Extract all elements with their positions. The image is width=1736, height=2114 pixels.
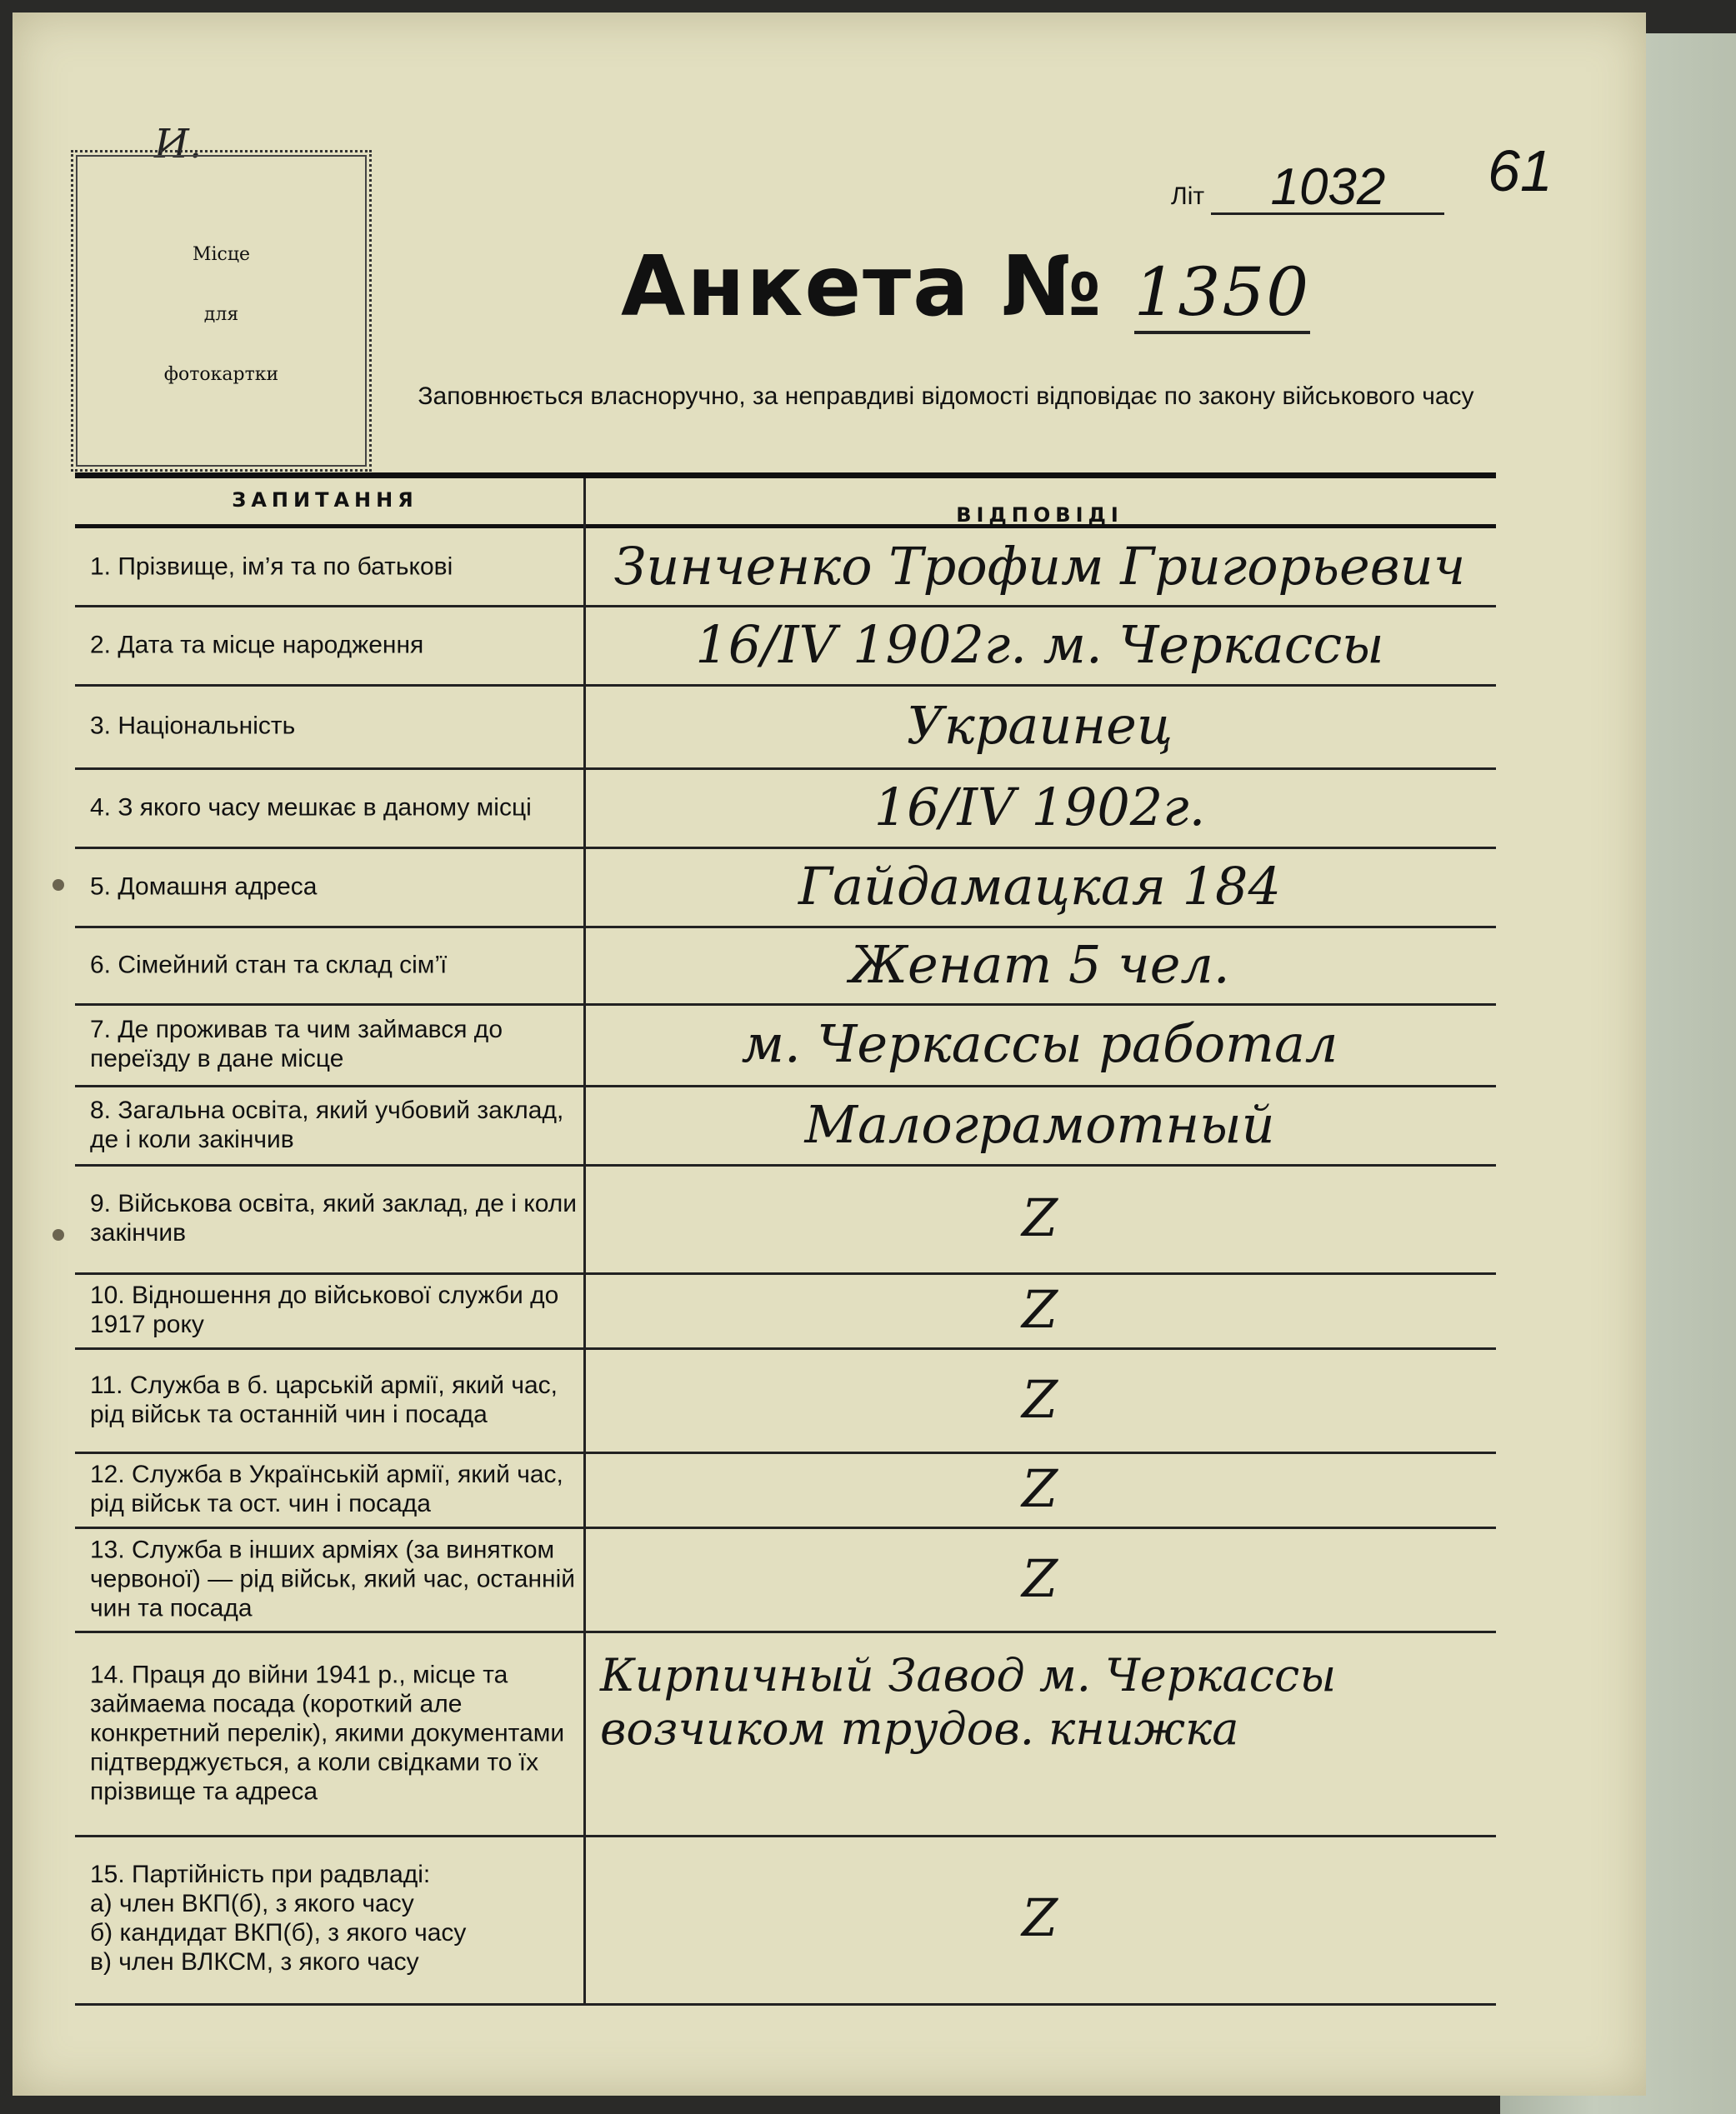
answer: Малограмотный	[804, 1093, 1275, 1155]
table-row	[75, 1164, 1496, 1275]
table-row	[75, 1631, 1496, 1837]
answer: Z	[1021, 1887, 1058, 1948]
page-title	[621, 237, 1310, 335]
question: 12. Служба в Українській армії, який час, рід військ та ост. чин і посада	[90, 1461, 563, 1517]
subtitle: Заповнюється власноручно, за неправдиві відомості відповідає по закону військового часу	[418, 382, 1474, 410]
binding-hole	[53, 879, 64, 891]
answer: Z	[1021, 1368, 1058, 1430]
table-row	[75, 1452, 1496, 1529]
answer: Z	[1021, 1547, 1058, 1609]
question: 6. Сімейний стан та склад сім’ї	[90, 951, 448, 978]
question: 2. Дата та місце народження	[90, 631, 424, 658]
answer: Z	[1021, 1187, 1058, 1248]
photo-label-line3: фотокартки	[163, 364, 279, 385]
answer: 16/IV 1902г.	[873, 776, 1206, 837]
table-row	[75, 1347, 1496, 1454]
answer: Украинец	[906, 695, 1173, 756]
question: 14. Праця до війни 1941 р., місце та займаема посада (короткий але конкретний перелік), якими документами підтверджується, а коли свідками то їх прізвище та адреса	[90, 1661, 565, 1805]
question: 10. Відношення до військової служби до 1917 року	[90, 1282, 559, 1338]
lit-value: 1032	[1211, 162, 1444, 215]
table-row	[75, 847, 1496, 928]
table-row	[75, 684, 1496, 770]
table-row	[75, 528, 1496, 607]
table-header	[75, 478, 1496, 528]
header-questions: ЗАПИТАННЯ	[232, 488, 418, 512]
corner-mark: И.	[154, 121, 203, 167]
answer: Кирпичный Завод м. Черкассы возчиком трудов. книжка	[600, 1648, 1337, 1755]
answer: Зинченко Трофим Григорьевич	[613, 536, 1466, 597]
table-row	[75, 1527, 1496, 1633]
question: 3. Національність	[90, 712, 296, 740]
question: 9. Військова освіта, який заклад, де і коли закінчив	[90, 1190, 577, 1247]
question: 8. Загальна освіта, який учбовий заклад, де і коли закінчив	[90, 1096, 564, 1153]
table-row	[75, 767, 1496, 849]
table-row	[75, 1085, 1496, 1167]
question: 1. Прізвище, ім’я та по батькові	[90, 552, 453, 581]
question: 13. Служба в інших арміях (за винятком червоної) — рід військ, який час, останній чин та посада	[90, 1536, 576, 1622]
lit-extra: 61	[1488, 138, 1553, 203]
title-text: Анкета №	[621, 237, 1103, 335]
header-answers: ВІДПОВІДІ	[956, 503, 1123, 527]
photo-label-line2: для	[203, 304, 239, 325]
table-row	[75, 1835, 1496, 2001]
answer: Гайдамацкая 184	[798, 855, 1281, 917]
answer: Z	[1021, 1279, 1058, 1340]
answer: 16/IV 1902г. м. Черкассы	[695, 613, 1384, 675]
question: 5. Домашня адреса	[90, 872, 318, 900]
question: 4. З якого часу мешкає в даному місці	[90, 793, 532, 821]
answer: м. Черкассы работал	[741, 1013, 1338, 1074]
photo-label-line1: Місце	[192, 244, 251, 265]
answer: Z	[1021, 1458, 1058, 1519]
lit-label: Літ	[1171, 182, 1205, 210]
table-row	[75, 605, 1496, 687]
table-row	[75, 1272, 1496, 1350]
answer: Женат 5 чел.	[849, 933, 1230, 995]
question: 15. Партійність при радвладі: а) член ВКП(б), з якого часу б) кандидат ВКП(б), з якого часу в) член ВЛКСМ, з якого часу	[90, 1860, 467, 1976]
lit-field	[1171, 138, 1553, 216]
question: 7. Де проживав та чим займався до переїзду в дане місце	[90, 1016, 503, 1072]
questionnaire-table	[75, 472, 1496, 2006]
question: 11. Служба в б. царській армії, який час, рід військ та останній чин і посада	[90, 1371, 558, 1428]
binding-hole	[53, 1229, 64, 1241]
table-row	[75, 926, 1496, 1006]
photo-placeholder	[71, 150, 372, 472]
table-row	[75, 1003, 1496, 1087]
form-page	[13, 12, 1646, 2096]
form-number: 1350	[1134, 253, 1311, 334]
